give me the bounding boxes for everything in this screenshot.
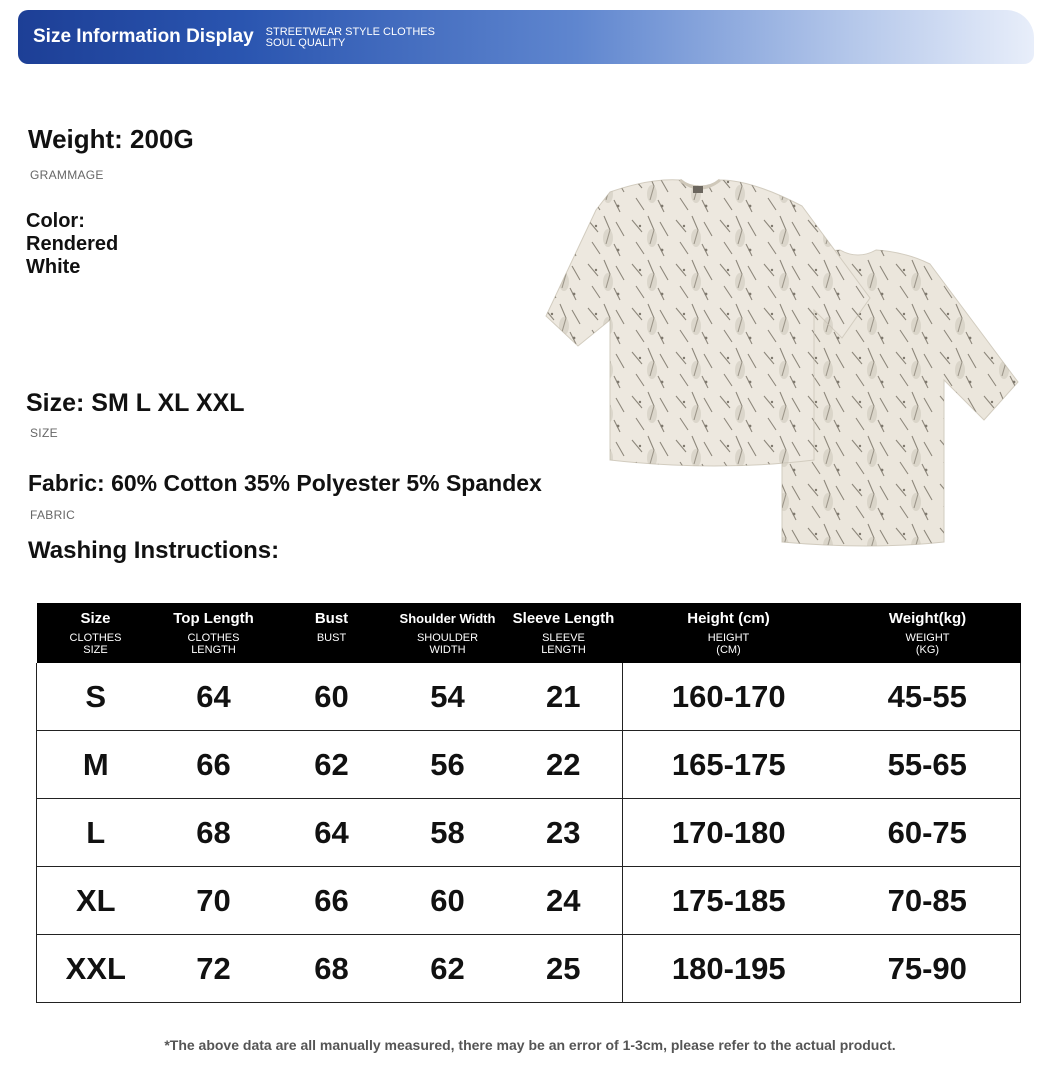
cell-size: M	[37, 731, 155, 799]
table-row	[37, 663, 1021, 731]
cell-sleeve-length: 25	[505, 935, 623, 1003]
cell-sleeve-length: 21	[505, 663, 623, 731]
cell-shoulder-width: 58	[391, 799, 505, 867]
washing-instructions: Washing Instructions:	[28, 537, 280, 564]
fabric-spec: Fabric: 60% Cotton 35% Polyester 5% Spandex	[28, 470, 542, 496]
measurement-footnote: *The above data are all manually measured, there may be an error of 1-3cm, please refer to the actual product.	[164, 1037, 896, 1053]
table-row	[37, 867, 1021, 935]
cell-weight: 70-85	[835, 867, 1021, 935]
cell-weight: 55-65	[835, 731, 1021, 799]
color-value-line1: Rendered	[26, 233, 119, 255]
header-weight: Weight(kg) WEIGHT (KG)	[835, 603, 1021, 663]
size-caption: SIZE	[30, 426, 58, 440]
cell-height: 175-185	[623, 867, 835, 935]
cell-top-length: 68	[155, 799, 273, 867]
cell-top-length: 64	[155, 663, 273, 731]
cell-sleeve-length: 22	[505, 731, 623, 799]
fabric-caption: FABRIC	[30, 508, 76, 522]
cell-top-length: 70	[155, 867, 273, 935]
cell-bust: 64	[273, 799, 391, 867]
banner-title: Size Information Display	[33, 26, 254, 47]
color-value-line2: White	[26, 256, 81, 278]
header-shoulder-width: Shoulder Width SHOULDER WIDTH	[391, 603, 505, 663]
weight-spec: Weight: 200G	[28, 124, 194, 154]
banner-subtitle-line1: STREETWEAR STYLE CLOTHES	[265, 26, 435, 38]
cell-height: 170-180	[623, 799, 835, 867]
cell-weight: 45-55	[835, 663, 1021, 731]
cell-bust: 66	[273, 867, 391, 935]
cell-size: S	[37, 663, 155, 731]
cell-shoulder-width: 62	[391, 935, 505, 1003]
color-label: Color:	[26, 210, 85, 232]
cell-height: 160-170	[623, 663, 835, 731]
cell-weight: 75-90	[835, 935, 1021, 1003]
cell-bust: 62	[273, 731, 391, 799]
weight-caption: GRAMMAGE	[30, 168, 104, 182]
color-spec	[26, 210, 118, 279]
header-banner	[18, 10, 1034, 64]
table-row	[37, 731, 1021, 799]
banner-subtitle	[266, 27, 435, 49]
banner-subtitle-line2: SOUL QUALITY	[265, 37, 346, 49]
header-top-length: Top Length CLOTHES LENGTH	[155, 603, 273, 663]
product-image	[540, 170, 1020, 550]
cell-bust: 68	[273, 935, 391, 1003]
table-row	[37, 799, 1021, 867]
cell-shoulder-width: 60	[391, 867, 505, 935]
cell-top-length: 72	[155, 935, 273, 1003]
cell-shoulder-width: 54	[391, 663, 505, 731]
table-row	[37, 935, 1021, 1003]
cell-size: XXL	[37, 935, 155, 1003]
size-chart-table	[36, 603, 1021, 1003]
cell-shoulder-width: 56	[391, 731, 505, 799]
cell-size: L	[37, 799, 155, 867]
cell-height: 180-195	[623, 935, 835, 1003]
header-size: Size CLOTHES SIZE	[37, 603, 155, 663]
cell-top-length: 66	[155, 731, 273, 799]
cell-sleeve-length: 23	[505, 799, 623, 867]
size-spec: Size: SM L XL XXL	[26, 389, 245, 417]
cell-bust: 60	[273, 663, 391, 731]
header-sleeve-length: Sleeve Length SLEEVE LENGTH	[505, 603, 623, 663]
table-header-row	[37, 603, 1021, 663]
cell-height: 165-175	[623, 731, 835, 799]
cell-size: XL	[37, 867, 155, 935]
header-height: Height (cm) HEIGHT (CM)	[623, 603, 835, 663]
header-bust: Bust BUST	[273, 603, 391, 663]
cell-weight: 60-75	[835, 799, 1021, 867]
cell-sleeve-length: 24	[505, 867, 623, 935]
tshirt-icon	[540, 170, 1020, 550]
